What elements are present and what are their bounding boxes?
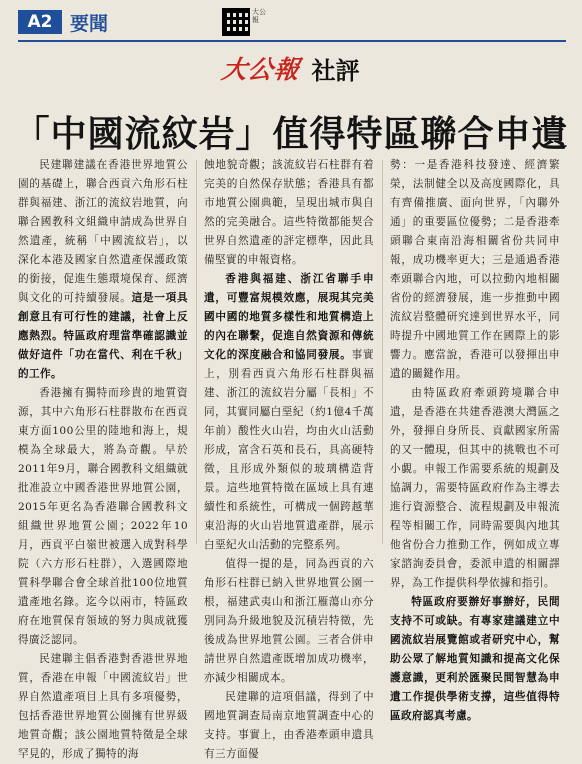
paragraph-text: 香港擁有獨特而珍貴的地質資源，其中六角形石柱群散布在西貢東方面100公里的陸地和海上，規模為全球最大，將為奇觀。早於2011年9月，聯合國教科文組織就批准設立中國香港世界地質公園，2015年更名為香港聯合國教科文組織世界地質公園；2022年10月，西貢平白嶺世被選入成對科學院（六方形石柱群），入選國際地質科學聯合會全球首批100位地質遺產地名錄。迄今以兩市，特區政府在地質保育領域的努力與成就獲得廣泛認同。 bbox=[18, 387, 188, 646]
ta-kung-pao-logo: 大公報 bbox=[220, 55, 303, 84]
paragraph-text: 蝕地貌奇觀；該流紋岩石柱群有着完美的自然保存狀態；香港具有都市地質公園典範，呈現出城市與自然的完美融合。這些特徵都能契合世界自然遺產的評定標準，因此具備堅實的申報資格。 bbox=[204, 159, 374, 266]
highlight-text: 特區政府要辦好事辦好，民間支持不可或缺。有專家建議建立中國流紋岩展覽館或者研究中心，幫助公眾了解地質知識和提高文化保護意識，更利於匯聚民間智慧為申遺工作提供學術支撐，這些值得特區政府認真考慮。 bbox=[390, 596, 560, 722]
highlight-text: 香港與福建、浙江省聯手申遺，可豐富規模效應，展現其完美國中國的地質多樣性和地質構造上的內在聯繫，促進自然資源和傳統文化的深度融合和協同發展。 bbox=[204, 273, 374, 361]
paragraph-text: 值得一提的是，同為西貢的六角形石柱群已納入世界地質公園一根，福建武夷山和浙江雁蕩山亦分別同為升級地貌及沉積岩特徵，先後成為世界地質公園。三者合併申請世界自然遺產既增加成功機率，亦減少相關成本。 bbox=[204, 558, 374, 684]
article-column-3 bbox=[390, 156, 560, 722]
qr-code-icon[interactable] bbox=[222, 8, 250, 36]
paragraph-text: 民建聯建議在香港世界地質公園的基礎上，聯合西貢六角形石柱群與福建、浙江的流紋岩地質，向聯合國教科文組織申請成為世界自然遺產，統稱「中國流紋岩」，以深化本港及國家自然遺產保護政策的銜接，促進生態環境保育、經濟與文化的可持續發展。 bbox=[18, 159, 188, 304]
paragraph-text: 民建聯的這項倡議，得到了中國地質調查局南京地質調查中心的支持。事實上，由香港牽頭申遺具有三方面優 bbox=[204, 691, 374, 760]
editorial-brand bbox=[0, 50, 582, 90]
article-headline: 「中國流紋岩」值得特區聯合申遺 bbox=[13, 114, 569, 155]
paragraph-text: 由特區政府牽頭跨境聯合申遺，是香港在共建香港澳大灣區之外，發揮自身所長、貢獻國家所需的又一體現，但其中的挑戰也不可小覷。申報工作需要系統的規劃及協調力，需要特區政府作為主導去進行資源整合、流程規劃及申報流程等相關工作，同時需要與內地其他省份合力推動工作，例如成立專家諮詢委員會，委派申遺的相關譯界，為工作提供科學依據和指引。 bbox=[390, 387, 560, 589]
page-section-name: 要聞 bbox=[70, 13, 109, 35]
article-body bbox=[18, 156, 566, 760]
column-divider bbox=[382, 160, 383, 544]
paragraph-text: 民建聯主倡香港對香港世界地質，香港在申報「中國流紋岩」世界自然遺產項目上具有多項優勢，包括香港世界地質公園擁有世界級地質奇觀；該公園地質特徵是全球罕見的，形成了獨特的海 bbox=[18, 653, 188, 760]
page-section-code: A2 bbox=[18, 10, 62, 34]
article-column-1 bbox=[18, 156, 189, 760]
paragraph-text: 勢：一是香港科技發達、經濟繁榮，法制健全以及高度國際化，具有齊備推廣、面向世界，「內聯外通」的重要區位優勢；二是香港牽頭聯合東南沿海相關省份共同申報，成功機率更大；三是通過香港牽頭聯合內地，可以拉動內地相關省份的經濟發展，進一步推動中國流紋岩整體研究達到世界水平，同時提升中國地質工作在國際上的影響力。應當說，香港可以發揮出申遺的關鍵作用。 bbox=[390, 159, 560, 380]
editorial-label: 社評 bbox=[311, 56, 360, 85]
column-divider bbox=[196, 160, 197, 544]
article-column-2 bbox=[204, 156, 374, 760]
highlight-text: 這是一項具創意且有可行性的建議，社會上反應熱烈。特區政府理當準確認識並做好這件「功在當代、利在千秋」的工作。 bbox=[18, 292, 189, 380]
page-header bbox=[18, 6, 566, 40]
qr-code-label: 大公報 bbox=[252, 8, 266, 24]
header-divider bbox=[18, 40, 566, 42]
paragraph-text: 事實上，別看西貢六角形石柱群與福建、浙江的流紋岩分屬「長相」不同，其實同屬白堊紀（約1億4千萬年前）酸性火山岩，均由火山活動形成，富含石英和長石，具高硬特徵，且形成外類似的玻璃構造背景。這些地質特徵在區域上具有連續性和系統性，可構成一個跨越華東沿海的火山岩地質遺產群，展示白堊紀火山活動的完整系列。 bbox=[204, 349, 374, 551]
